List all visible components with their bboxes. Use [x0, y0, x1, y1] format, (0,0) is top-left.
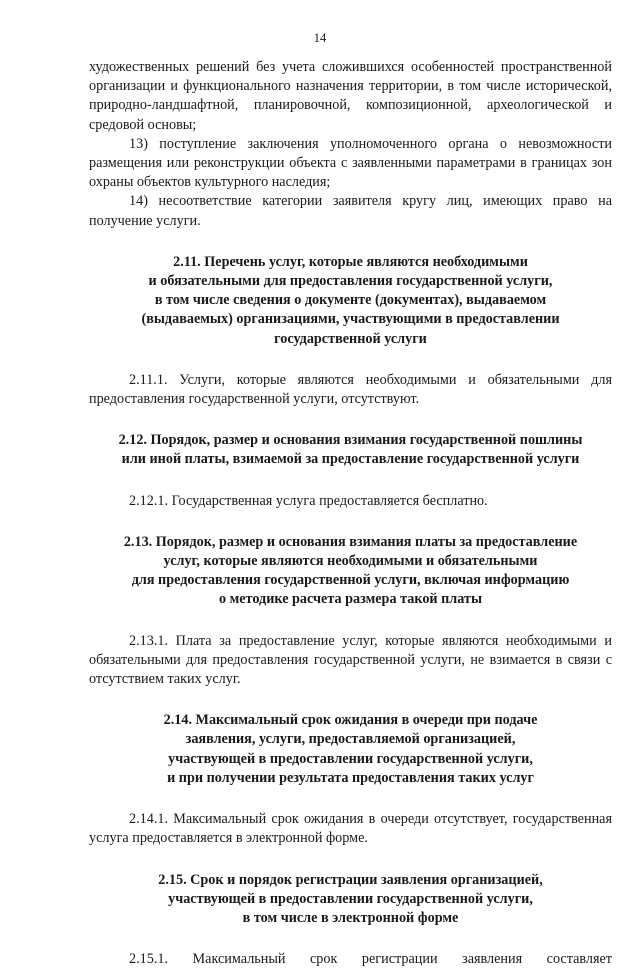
spacer: [89, 610, 612, 632]
section-heading: [89, 871, 612, 929]
spacer: [89, 689, 612, 711]
paragraph: 14) несоответствие категории заявителя кругу лиц, имеющих право на получение услуги.: [89, 193, 612, 229]
section-heading: [89, 533, 612, 610]
heading-line: в том числе сведения о документе (документах), выдаваемом: [154, 292, 547, 309]
paragraph: художественных решений без учета сложившихся особенностей пространственной организации и функционального назначения территории, в том числе исторической, природно-ландшафтной, планировочной, композиционной, археологической и средовой основы;: [89, 59, 612, 133]
heading-line: 2.15. Срок и порядок регистрации заявления организацией,: [158, 871, 543, 888]
heading-line: 2.14. Максимальный срок ожидания в очереди при подаче: [163, 712, 538, 729]
heading-line: и обязательными для предоставления государственной услуги,: [148, 273, 553, 290]
section-heading: [89, 431, 612, 469]
heading-line: о методике расчета размера такой платы: [218, 591, 483, 608]
heading-line: (выдаваемых) организациями, участвующими в предоставлении: [141, 311, 560, 328]
heading-line: в том числе в электронной форме: [242, 909, 459, 926]
heading-line: 2.11. Перечень услуг, которые являются необходимыми: [173, 253, 528, 270]
heading-line: участвующей в предоставлении государственной услуги,: [168, 890, 533, 907]
spacer: [89, 928, 612, 950]
heading-line: заявления, услуги, предоставляемой организацией,: [185, 731, 516, 748]
page-number: 14: [313, 31, 327, 45]
section-heading: [89, 711, 612, 788]
paragraph: 2.14.1. Максимальный срок ожидания в очереди отсутствует, государственная услуга предоставляется в электронной форме.: [89, 811, 612, 847]
spacer: [89, 409, 612, 431]
spacer: [89, 511, 612, 533]
page-body: [89, 58, 612, 969]
heading-line: участвующей в предоставлении государственной услуги,: [168, 750, 533, 767]
paragraph: 13) поступление заключения уполномоченного органа о невозможности размещения или реконструкции объекта с заявленными параметрами в границах зон охраны объектов культурного наследия;: [89, 135, 612, 191]
spacer: [89, 470, 612, 492]
heading-line: и при получении результата предоставления таких услуг: [167, 769, 534, 786]
spacer: [89, 349, 612, 371]
paragraph: 2.11.1. Услуги, которые являются необходимыми и обязательными для предоставления государственной услуги, отсутствуют.: [89, 371, 612, 408]
paragraph: 2.12.1. Государственная услуга предоставляется бесплатно.: [129, 492, 488, 509]
heading-line: для предоставления государственной услуги, включая информацию: [131, 572, 570, 589]
heading-line: 2.12. Порядок, размер и основания взимания государственной пошлины: [118, 432, 583, 449]
heading-line: или иной платы, взимаемой за предоставление государственной услуги: [121, 451, 580, 468]
paragraph: 2.13.1. Плата за предоставление услуг, которые являются необходимыми и обязательными для предоставления государственной услуги, не взимается в связи с отсутствием таких услуг.: [89, 632, 612, 688]
heading-line: услуг, которые являются необходимыми и обязательными: [163, 553, 538, 570]
spacer: [89, 849, 612, 871]
section-heading: [89, 253, 612, 349]
heading-line: 2.13. Порядок, размер и основания взимания платы за предоставление: [123, 533, 578, 550]
spacer: [89, 231, 612, 253]
paragraph: 2.15.1. Максимальный срок регистрации заявления составляет: [129, 951, 612, 968]
spacer: [89, 788, 612, 810]
heading-line: государственной услуги: [274, 330, 427, 347]
